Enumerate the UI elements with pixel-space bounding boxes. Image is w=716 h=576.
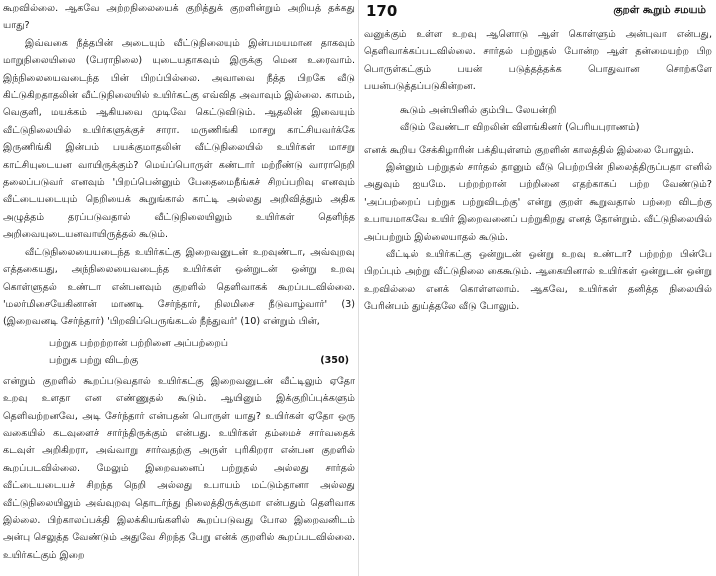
verse-line-2: [3, 352, 355, 369]
running-title: குறள் கூறும் சமயம்: [613, 4, 706, 16]
left-page: [3, 0, 355, 576]
left-paragraph-2: இவ்வகை நீத்தபின் அடையும் வீட்டுநிலையும் இன்பமயமான தாகவும் மாறுநிலையிலை (பேராநிலை) யுடையதாகவும் இருக்கு மென உரைவாம். இந்நிலையைவடைந்த பின் பிறப்பில்லை. அவாவை நீத்த பிறகே வீடு கிட்டுகிறதாதலின் வீட்டுநிலையில் உயிர்கட்கு எவ்வித அவாவும் இல்லை. காமம், வெகுளி, மயக்கம் ஆகியவை முடிவே கெட்டுவிடும். ஆதலின் இவையும் வீட்டுநிலையில் உயிர்களுக்குச் சாரா. மருணிங்கி மாசறு காட்சியவர்க்கே இருணிங்கி இன்பம் பயக்குமாதலின் வீட்டுநிலையில் உயிர்கள் மாசறு காட்சியுடையன வாயிருக்கும்? மெய்ப்பொருள் கண்டார் மற்றீண்டு வாராநெறி தலைப்படுவர் எனவும் 'பிறப்பென்னும் பேதைமைநீங்கச் சிறப்பறிவு எனவும் வீட்டையடையும் நெறியைக் கூறுங்கால் காட்டி அல்லது அறிவித்தும் அதிக அழுத்தம் தரப்படுவதால் வீட்டுநிலையிலும் உயிர்கள் தெளிந்த அறிவையுடையனவாயிருத்தல் கூடும்.: [3, 37, 355, 241]
page-header: [364, 0, 712, 26]
left-paragraph-after-verse: என்றும் குறளில் கூறப்படுவதால் உயிர்கட்கு இறைவனுடன் வீட்டிலும் ஏதோ உறவு உளதா என எண்ணுதல் கூடும். ஆயினும் இக்குறிப்புக்களும் தெளிவற்றனவே, அடி சேர்ந்தார் என்பதன் பொருள் யாது? உயிர்கள் ஏதோ ஒரு வகையில் கடவுளைச் சார்ந்திருக்கும் என்பது. உயிர்கள் தம்மைச் சார்வதைக் கடவுள் அறிகிறரா, அவ்வாறு சார்வதற்கு அருள் புரிகிறரா என்பன குறளில் கூறப்படவில்லை. மேலும் இறைவனைப் பற்றுதல் அல்லது சார்தல் வீட்டையடையச் சிறந்த நெறி அல்லது உபாயம் மட்டும்தானா அல்லது வீட்டுநிலையிலும் அவ்வுறவு தொடர்ந்து நிலைத்திருக்குமா என்பதும் தெளிவாக இல்லை. பிற்காலப்பக்தி இலக்கியங்களில் கூறப்படுவது போல இறைவனிடம் அன்பு செலுத்த வேண்டும் அதுவே சிறந்த பேறு என்க் குறளில் கூறப்படவில்லை. உயிர்கட்கும் இறை: [3, 375, 355, 561]
right-paragraph-2: எனக் கூறிய சேக்கிழாரின் பக்தியுள்ளம் குறளின் காலத்தில் இல்லை போலும்.: [364, 144, 694, 156]
verse-line-1: பற்றுக பற்றற்றான் பற்றினை அப்பற்றைப்: [49, 337, 229, 349]
kural-verse: [3, 335, 355, 369]
right-paragraph-4: வீட்டில் உயிர்கட்கு ஒன்றுடன் ஒன்று உறவு உண்டா? பற்றற்ற பின்பே பிறப்பும் அற்று வீட்டுநிலை கைகூடும். ஆகையினால் உயிர்கள் ஒன்றுடன் ஒன்று உறவில்லை எனக் கொள்ளலாம். ஆகவே, உயிர்கள் தனித்த நிலையில் பேரின்பம் துய்த்தலே வீடு போலும்.: [364, 249, 712, 313]
right-paragraph-3: இன்னும் பற்றுதல் சார்தல் தானும் வீடு பெற்றபின் நிலைத்திருப்பதா எனில் அதுவும் ஐயமே. பற்றற்றான் பற்றினை எதற்காகப் பற்ற வேண்டும்? 'அப்பற்றைப் பற்றுக பற்றுவிடற்கு' என்று குறள் கூறுவதால் பற்றை விடற்கு உபாயமாகவே உயிர் இறைவனைப் பற்றுகிறது எனத் தோன்றும். வீட்டுநிலையில் அப்பற்றும் இல்லையாதல் கூடும்.: [364, 162, 712, 243]
verse-line-2-text: பற்றுக பற்று விடற்கு: [49, 354, 139, 366]
page-gutter: [358, 0, 359, 576]
left-paragraph-3: வீட்டுநிலையையடைந்த உயிர்கட்கு இறைவனுடன் உறவுண்டா, அவ்வுறவு எத்தகையது, அந்நிலையைவடைந்த உயிர்கள் ஒன்றுடன் ஒன்று உறவு கொள்ளுதல் உண்டா என்பனவும் குறளில் தெளிவாகக் கூறப்படவில்லை. 'மலர்மிசையேகினான் மாணடி சேர்ந்தார், நிலமிசை நீடுவாழ்வார்' (3) (இறைவனடி சேர்ந்தார்) 'பிறவிப்பெருங்கடல் நீந்துவர்' (10) என்றும் பின்,: [3, 246, 355, 328]
quote-line-1: கூடும் அன்பினில் கும்பிட லேயன்றி: [400, 104, 557, 116]
left-paragraph-1: கூறவில்லை. ஆகவே அற்றநிலையைக் குறித்துக் குறளின்றும் அறியத் தக்கது யாது?: [3, 3, 355, 32]
verse-number: (350): [320, 354, 349, 366]
periyapuranam-quote: [364, 102, 712, 136]
quote-line-2: வீடும் வேண்டா விறலின் விளங்கினர் (பெரியபுராணம்): [400, 121, 640, 133]
right-paragraph-1: வனுக்கும் உள்ள உறவு ஆளொடு ஆள் கொள்ளும் அன்புவா என்பது, தெளிவாக்கப்படவில்லை. சார்தல் பற்றுதல் போன்ற ஆள் தன்மையற்ற பிற பொருள்கட்கும் பயன் படுத்தத்தக்க பொதுவான சொற்களே பயன்படுத்தப்படுகின்றன.: [364, 29, 712, 93]
page-number: 170: [366, 2, 398, 20]
right-page: [364, 0, 712, 576]
